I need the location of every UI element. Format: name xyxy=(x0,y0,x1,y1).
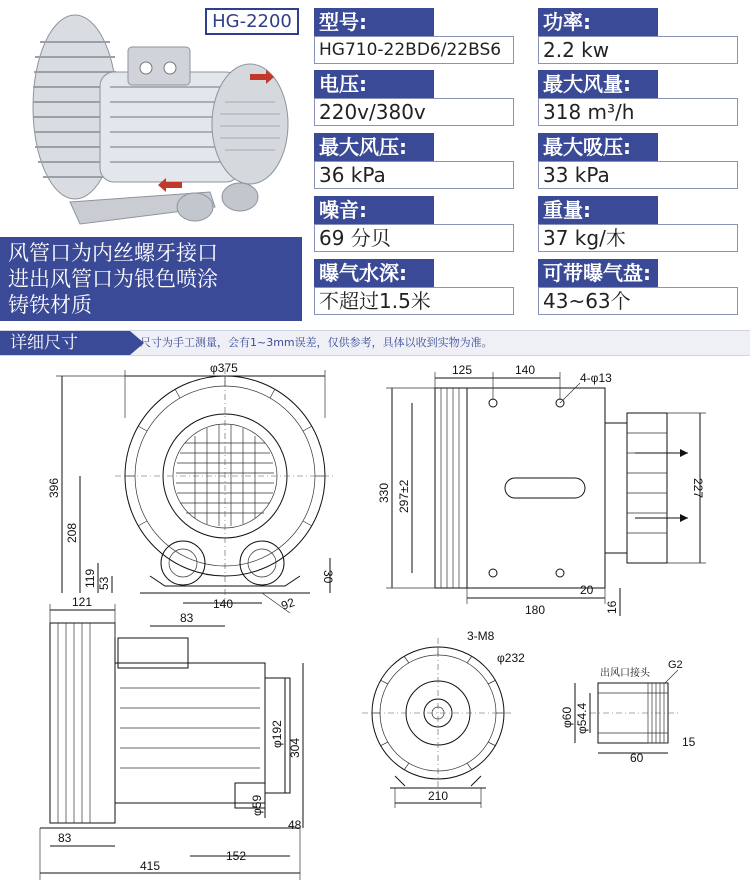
dim-bl-152: 152 xyxy=(226,849,247,863)
spec-label: 最大吸压: xyxy=(538,133,658,161)
side-body-outline xyxy=(435,388,605,588)
dim-side-297: 297±2 xyxy=(397,479,411,513)
detail-title: 详细尺寸 xyxy=(0,331,130,355)
spec-value: 318 m³/h xyxy=(538,98,738,126)
dim-fit-54: φ54.4 xyxy=(575,702,589,734)
spec-label: 最大风量: xyxy=(538,70,658,98)
dim-bl-121: 121 xyxy=(72,595,93,609)
dim-front-53: 53 xyxy=(97,576,111,590)
spec-value: 36 kPa xyxy=(314,161,514,189)
spec-value: HG710-22BD6/22BS6 xyxy=(314,36,514,64)
model-badge: HG-2200 xyxy=(205,8,299,35)
spec-label: 可带曝气盘: xyxy=(538,259,658,287)
dim-front-119: 119 xyxy=(83,568,97,588)
spec-value: 不超过1.5米 xyxy=(314,287,514,315)
dim-side-140: 140 xyxy=(515,363,536,377)
spec-label: 最大风压: xyxy=(314,133,434,161)
fitting-view xyxy=(560,659,696,765)
dimension-drawing xyxy=(0,358,750,890)
bottom-mid-view xyxy=(362,629,525,808)
dim-front-83: 83 xyxy=(180,611,194,625)
dim-bl-192: φ192 xyxy=(270,720,284,748)
spec-value: 43~63个 xyxy=(538,287,738,315)
dim-front-diameter: φ375 xyxy=(210,361,238,375)
spec-label: 曝气水深: xyxy=(314,259,434,287)
spec-label: 电压: xyxy=(314,70,434,98)
dim-side-16: 16 xyxy=(605,600,619,614)
description-box xyxy=(0,237,302,321)
detail-dimensions-bar xyxy=(0,330,750,356)
dim-fit-60: φ60 xyxy=(560,706,574,728)
dim-front-140: 140 xyxy=(213,597,234,611)
spec-value: 37 kg/木 xyxy=(538,224,738,252)
spec-label: 功率: xyxy=(538,8,658,36)
spec-label: 噪音: xyxy=(314,196,434,224)
dim-side-180: 180 xyxy=(525,603,546,617)
dim-bl-48: 48 xyxy=(288,818,302,832)
dim-side-125: 125 xyxy=(452,363,473,377)
detail-note: 尺寸为手工测量，会有1~3mm误差，仅供参考，具体以收到实物为准。 xyxy=(140,336,493,349)
dim-bl-304: 304 xyxy=(288,737,302,758)
product-panel xyxy=(0,0,750,328)
dim-bl-415: 415 xyxy=(140,859,161,873)
dim-front-30: 30 xyxy=(321,570,335,584)
dim-bl-83: 83 xyxy=(58,831,72,845)
dim-bm-diameter: φ232 xyxy=(497,651,525,665)
product-photo-area xyxy=(0,0,302,328)
dim-front-height-396: 396 xyxy=(47,477,61,498)
dim-front-208: 208 xyxy=(65,522,79,543)
dim-bl-59: φ59 xyxy=(250,794,264,816)
dim-fit-15: 15 xyxy=(682,735,696,749)
dim-side-330: 330 xyxy=(377,482,391,503)
dim-front-92: 92 xyxy=(279,595,297,613)
blower-photo xyxy=(10,2,300,237)
description-line-3: 铸铁材质 xyxy=(8,293,92,317)
spec-value: 33 kPa xyxy=(538,161,738,189)
spec-value: 220v/380v xyxy=(314,98,514,126)
dim-bm-210: 210 xyxy=(428,789,449,803)
bl-housing xyxy=(50,623,115,823)
fitting-label: 出风口接头 xyxy=(600,668,650,679)
spec-label: 型号: xyxy=(314,8,434,36)
spec-value: 69 分贝 xyxy=(314,224,514,252)
fitting-thread: G2 xyxy=(668,659,683,671)
dim-fit-w60: 60 xyxy=(630,751,644,765)
description-line-1: 风管口为内丝螺牙接口 xyxy=(8,241,218,265)
dim-side-20: 20 xyxy=(580,583,594,597)
dim-side-227: 227 xyxy=(691,478,705,499)
dim-side-holes: 4-φ13 xyxy=(580,371,612,385)
description-line-2: 进出风管口为银色喷涂 xyxy=(8,267,218,291)
bottom-left-view xyxy=(40,595,303,880)
front-view xyxy=(47,361,335,626)
side-view xyxy=(377,363,706,617)
spec-value: 2.2 kw xyxy=(538,36,738,64)
spec-label: 重量: xyxy=(538,196,658,224)
dim-bm-screws: 3-M8 xyxy=(467,629,495,643)
